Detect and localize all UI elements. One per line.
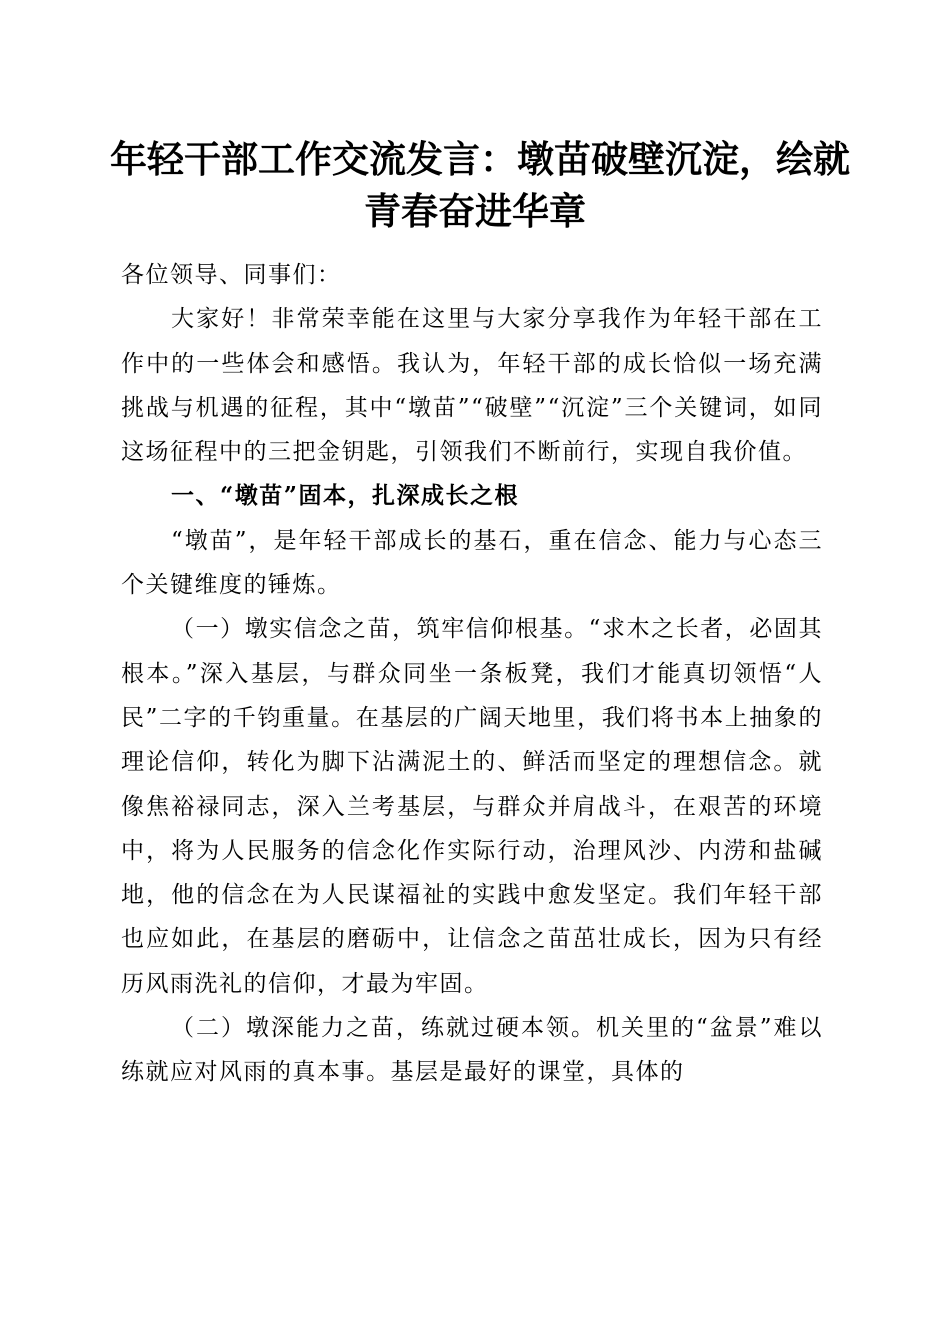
- paragraph-ability: （二）墩深能力之苗，练就过硬本领。机关里的“盆景”难以练就应对风雨的真本事。基层是最好的课堂，具体的: [121, 1015, 823, 1086]
- section-heading-1: 一、“墩苗”固本，扎深成长之根: [171, 482, 519, 510]
- paragraph-belief: （一）墩实信念之苗，筑牢信仰根基。“求木之长者，必固其根本。”深入基层，与群众同坐一条板凳，我们才能真切领悟“人民”二字的千钧重量。在基层的广阔天地里，我们将书本上抽象的理论信仰，转化为脚下沾满泥土的、鲜活而坚定的理想信念。就像焦裕禄同志，深入兰考基层，与群众并肩战斗，在艰苦的环境中，将为人民服务的信念化作实际行动，治理风沙、内涝和盐碱地，他的信念在为人民谋福祉的实践中愈发坚定。我们年轻干部也应如此，在基层的磨砺中，让信念之苗茁壮成长，因为只有经历风雨洗礼的信仰，才最为牢固。: [121, 616, 823, 997]
- title-line-1: 年轻干部工作交流发言：墩苗破壁沉淀，绘就: [110, 137, 850, 181]
- document-body: [121, 253, 823, 1095]
- salutation: 各位领导、同事们：: [121, 262, 342, 288]
- document-title: [110, 133, 850, 237]
- paragraph-greeting: 大家好！非常荣幸能在这里与大家分享我作为年轻干部在工作中的一些体会和感悟。我认为，年轻干部的成长恰似一场充满挑战与机遇的征程，其中“墩苗”“破壁”“沉淀”三个关键词，如同这场征程中的三把金钥匙，引领我们不断前行，实现自我价值。: [121, 306, 823, 466]
- title-line-2: 青春奋进华章: [364, 189, 586, 233]
- paragraph-dunmiao-intro: “墩苗”，是年轻干部成长的基石，重在信念、能力与心态三个关键维度的锤炼。: [121, 527, 823, 599]
